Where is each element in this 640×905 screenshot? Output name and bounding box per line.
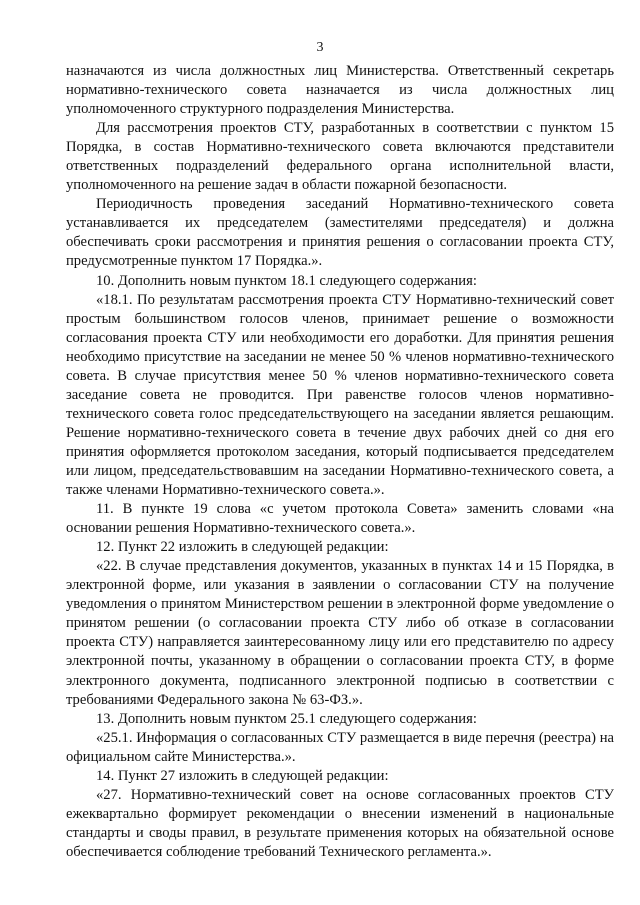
paragraph-item-10: 10. Дополнить новым пунктом 18.1 следующего содержания: [96, 272, 477, 289]
paragraph-item-11: 11. В пункте 19 слова «с учетом протокола Совета» заменить словами «на основании решения Нормативно-технического совета.». [66, 501, 614, 537]
paragraph-clause-25-1: «25.1. Информация о согласованных СТУ размещается в виде перечня (реестра) на официальном сайте Министерства.». [66, 729, 614, 765]
document-body [66, 62, 614, 862]
page-number: 3 [316, 40, 324, 55]
paragraph-item-12: 12. Пункт 22 изложить в следующей редакции: [96, 539, 389, 556]
paragraph-clause-27: «27. Нормативно-технический совет на основе согласованных проектов СТУ ежеквартально формирует рекомендации о внесении изменений в национальные стандарты и своды правил, в результате применения которых на обязательной основе обеспечивается соблюдение требований Технического регламента.». [66, 786, 614, 860]
paragraph-council-secretary: назначаются из числа должностных лиц Министерства. Ответственный секретарь нормативно-технического совета назначается из числа должностных лиц уполномоченного структурного подразделения Министерства. [66, 63, 614, 118]
paragraph-item-14: 14. Пункт 27 изложить в следующей редакции: [96, 767, 389, 784]
paragraph-meeting-periodicity: Периодичность проведения заседаний Нормативно-технического совета устанавливается их председателем (заместителями председателя) и должна обеспечивать сроки рассмотрения и принятия решения о согласовании проекта СТУ, предусмотренные пунктом 17 Порядка.». [66, 196, 614, 270]
paragraph-clause-22: «22. В случае представления документов, указанных в пунктах 14 и 15 Порядка, в электронной форме, или указания в заявлении о согласовании СТУ на получение уведомления о принятом Министерством решении в электронной форме уведомление о принятом решении (о согласовании проекта СТУ либо об отказе в согласовании проекта СТУ) направляется заинтересованному лицу или его представителю по адресу электронной почты, указанному в обращении о согласовании проекта СТУ, в форме электронного документа, подписанного электронной подписью в соответствии с требованиями Федерального закона № 63-ФЗ.». [66, 558, 614, 708]
paragraph-fire-safety-representatives: Для рассмотрения проектов СТУ, разработанных в соответствии с пунктом 15 Порядка, в состав Нормативно-технического совета включаются представители ответственных подразделений федерального органа исполнительной власти, уполномоченного на решение задач в области пожарной безопасности. [66, 120, 614, 194]
paragraph-clause-18-1: «18.1. По результатам рассмотрения проекта СТУ Нормативно-технический совет простым большинством голосов членов, принимает решение о возможности согласования проекта СТУ или необходимости его доработки. Для принятия решения необходимо присутствие на заседании не менее 50 % членов нормативно-технического совета. В случае присутствия менее 50 % членов нормативно-технического совета заседание совета не проводится. При равенстве голосов членов нормативно-технического совета голос председательствующего на заседании является решающим. Решение нормативно-технического совета в течение двух рабочих дней со дня его принятия оформляется протоколом заседания, который подписывается председателем или лицом, председательствовавшим на заседании Нормативно-технического совета, а также членами Нормативно-технического совета.». [66, 291, 614, 499]
paragraph-item-13: 13. Дополнить новым пунктом 25.1 следующего содержания: [96, 710, 477, 727]
